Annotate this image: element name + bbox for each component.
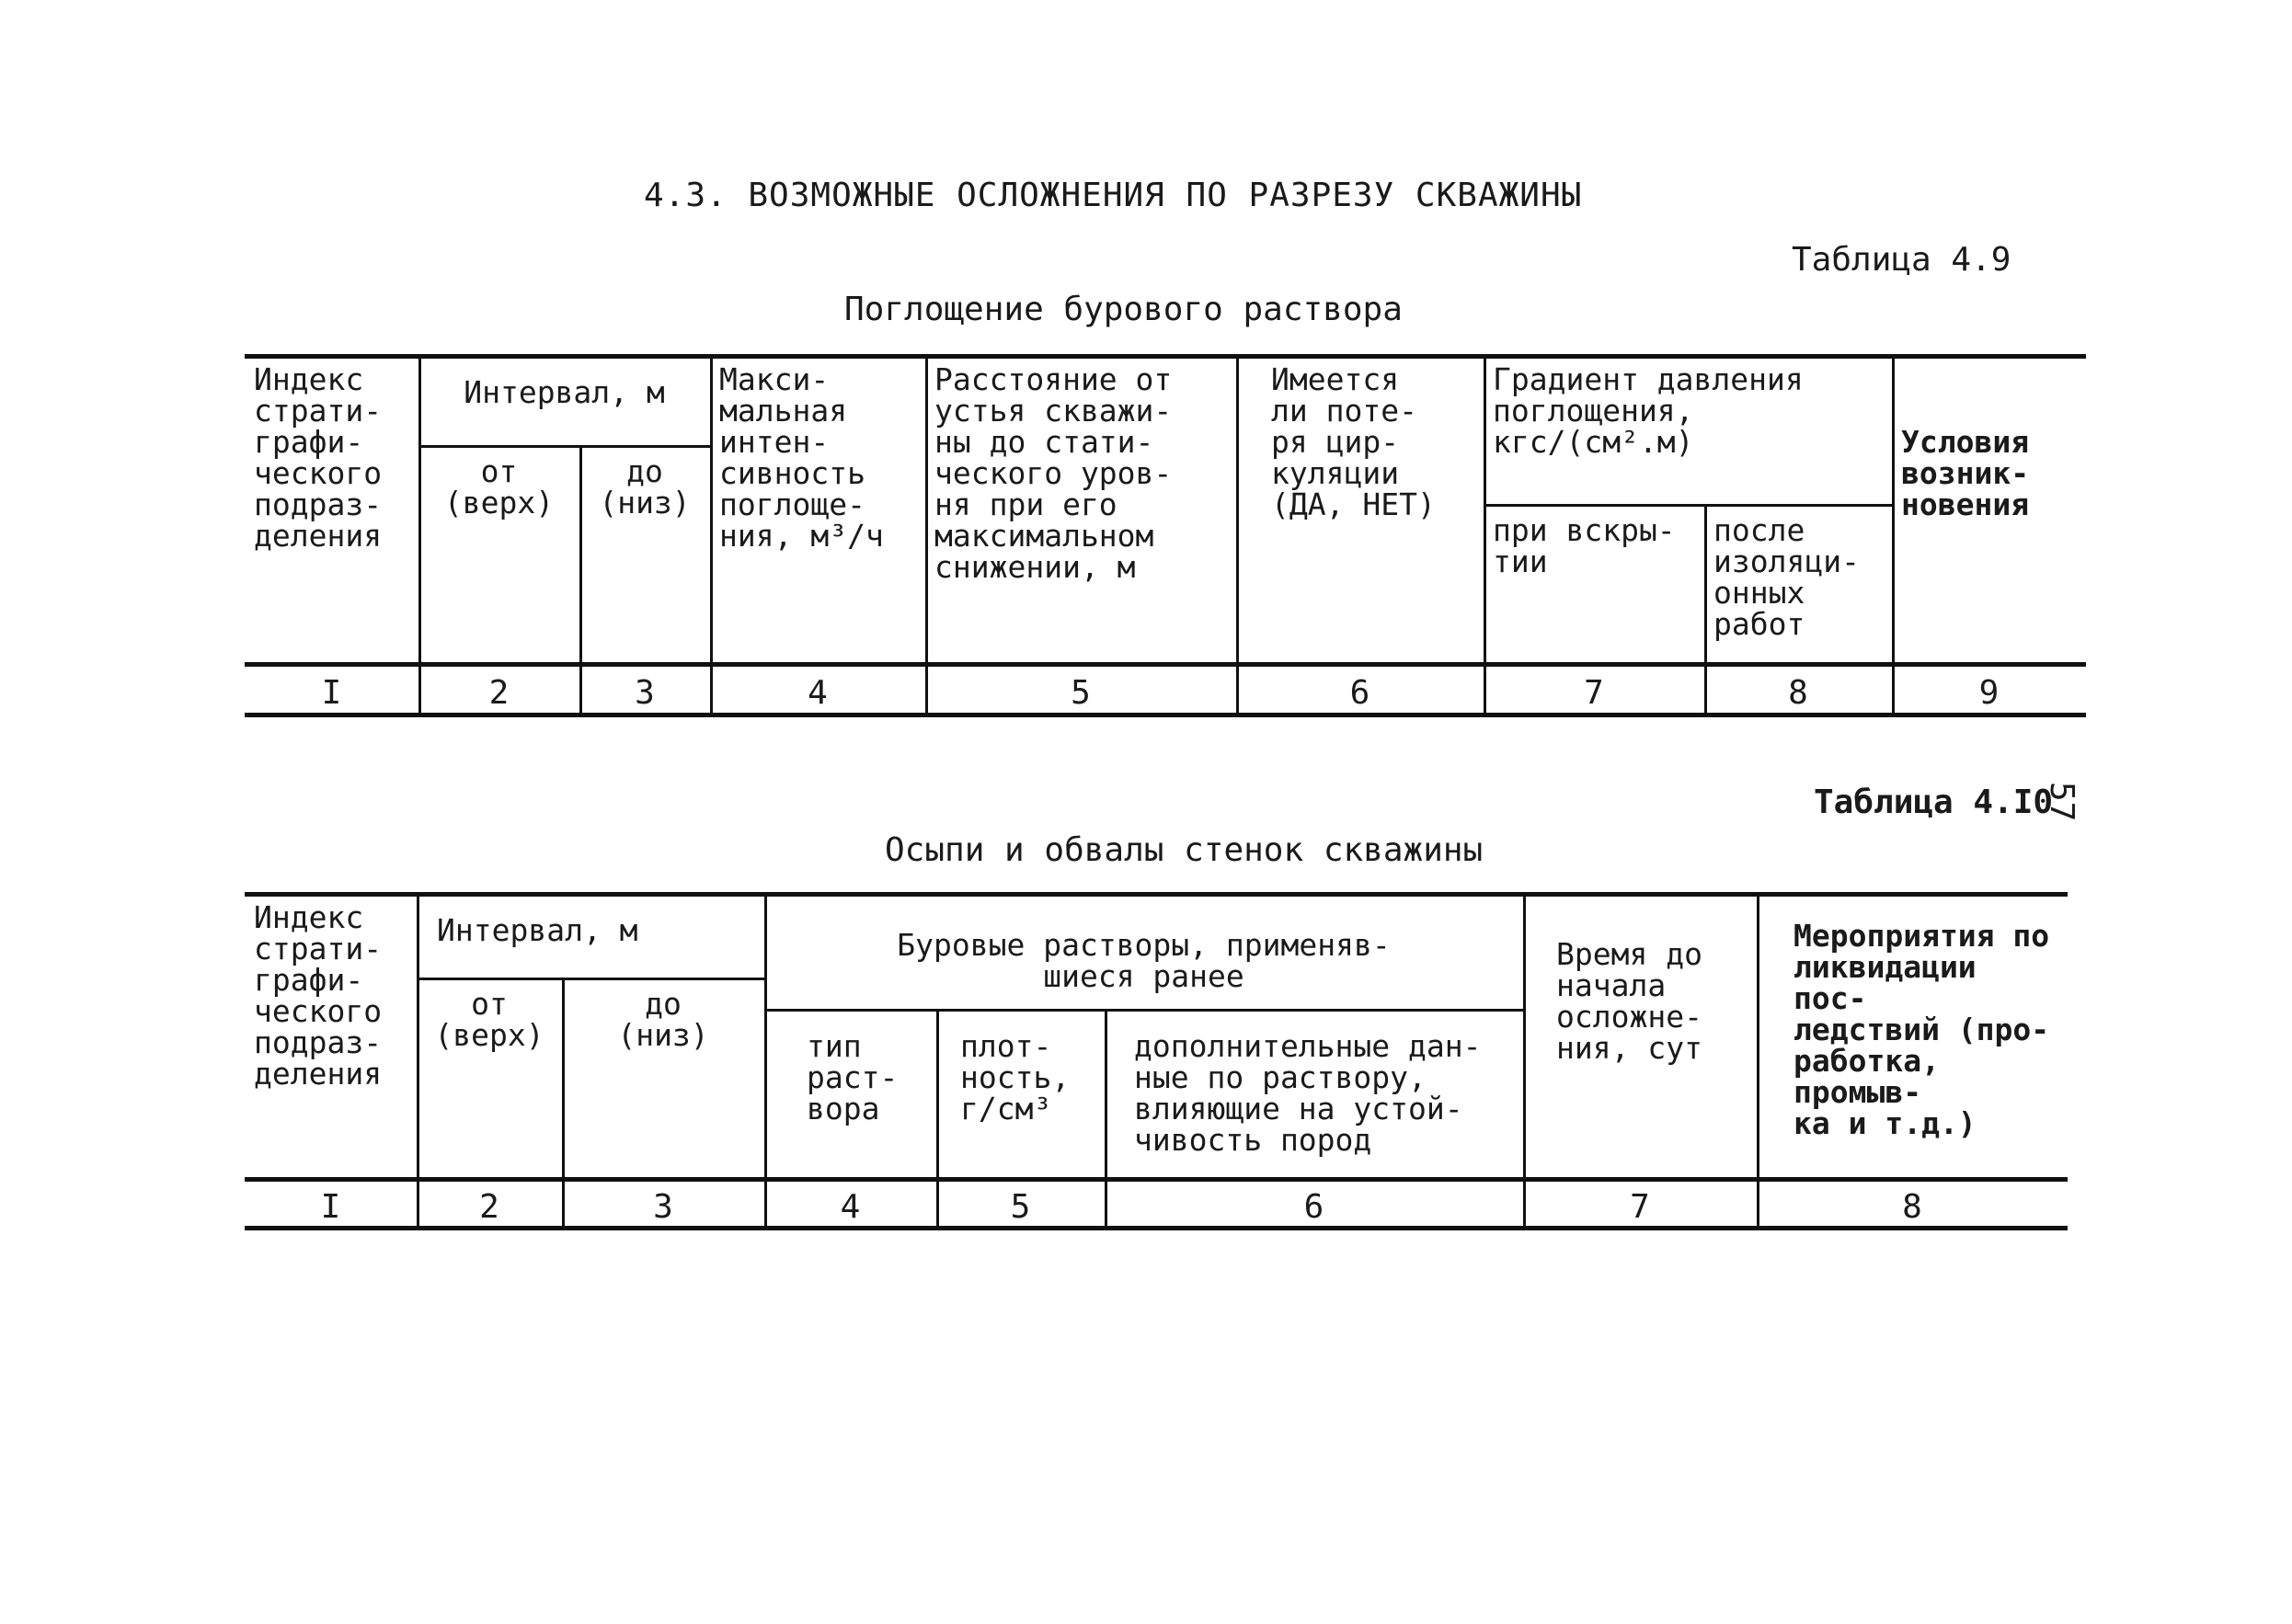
column-number: 7 bbox=[1630, 1188, 1650, 1226]
column-number: 6 bbox=[1349, 674, 1370, 712]
header-drilling-fluids: Буровые растворы, применяв- шиеся ранее bbox=[897, 927, 1391, 994]
header-time-to-complication: Время до начала осложне- ния, сут bbox=[1556, 936, 1702, 1066]
column-number: 9 bbox=[1978, 674, 2000, 712]
header-from-top: от (верх) bbox=[443, 453, 555, 520]
table-label: Таблица 4.9 bbox=[1792, 241, 2011, 279]
section-title: 4.3. ВОЗМОЖНЫЕ ОСЛОЖНЕНИЯ ПО РАЗРЕЗУ СКВАЖИНЫ bbox=[644, 177, 1583, 214]
header-conditions: Условия возник- новения bbox=[1901, 424, 2030, 522]
column-number: 3 bbox=[653, 1188, 673, 1226]
header-circulation-loss: Имеется ли поте- ря цир- куляции (ДА, НЕТ) bbox=[1271, 361, 1436, 522]
column-number: 3 bbox=[635, 674, 655, 712]
column-number: 8 bbox=[1902, 1188, 1922, 1226]
column-number: 4 bbox=[840, 1188, 861, 1226]
header-to-bottom: до (низ) bbox=[599, 453, 691, 520]
header-fluid-type: тип раст- вора bbox=[807, 1028, 899, 1127]
page-number: 57 bbox=[2043, 782, 2080, 822]
header-to-bottom: до (низ) bbox=[617, 986, 709, 1053]
column-number: 8 bbox=[1788, 674, 1808, 712]
column-number: 5 bbox=[1071, 674, 1091, 712]
header-interval: Интервал, м bbox=[437, 912, 638, 948]
column-number: 2 bbox=[479, 1188, 499, 1226]
header-after-isolation: после изоляци- онных работ bbox=[1713, 512, 1860, 642]
column-number: 7 bbox=[1584, 674, 1604, 712]
header-stratigraphic-index: Индекс страти- графи- ческого подраз- деления bbox=[254, 361, 383, 554]
header-extra-fluid-data: дополнительные дан- ные по раствору, влияющие на устой- чивость пород bbox=[1134, 1028, 1482, 1158]
table-title: Поглощение бурового раствора bbox=[844, 291, 1403, 328]
header-static-level-distance: Расстояние от устья скважи- ны до стати- ческого уров- ня при его максимальном снижении, м bbox=[934, 361, 1173, 585]
header-pressure-gradient: Градиент давления поглощения, кгс/(см².м) bbox=[1493, 361, 1804, 460]
table-label: Таблица 4.I0 bbox=[1814, 783, 2054, 821]
header-from-top: от (верх) bbox=[434, 986, 544, 1053]
column-number: 4 bbox=[808, 674, 828, 712]
table-title: Осыпи и обвалы стенок скважины bbox=[885, 831, 1484, 869]
header-max-intensity: Макси- мальная интен- сивность поглоще- ния, м³/ч bbox=[719, 361, 884, 554]
header-interval: Интервал, м bbox=[464, 374, 665, 410]
header-at-opening: при вскры- тии bbox=[1493, 512, 1676, 579]
header-stratigraphic-index: Индекс страти- графи- ческого подраз- деления bbox=[254, 899, 383, 1092]
table-wall-collapse bbox=[245, 892, 2068, 1230]
header-remedial-measures: Мероприятия по ликвидации пос- ледствий (про- работка, промыв- ка и т.д.) bbox=[1793, 918, 2050, 1141]
table-absorption bbox=[245, 354, 2086, 717]
column-number: 2 bbox=[488, 674, 510, 712]
header-density: плот- ность, г/см³ bbox=[960, 1028, 1071, 1127]
column-number: I bbox=[320, 1188, 341, 1226]
column-number: 5 bbox=[1010, 1188, 1031, 1226]
column-number: I bbox=[321, 674, 342, 712]
column-number: 6 bbox=[1303, 1188, 1324, 1226]
